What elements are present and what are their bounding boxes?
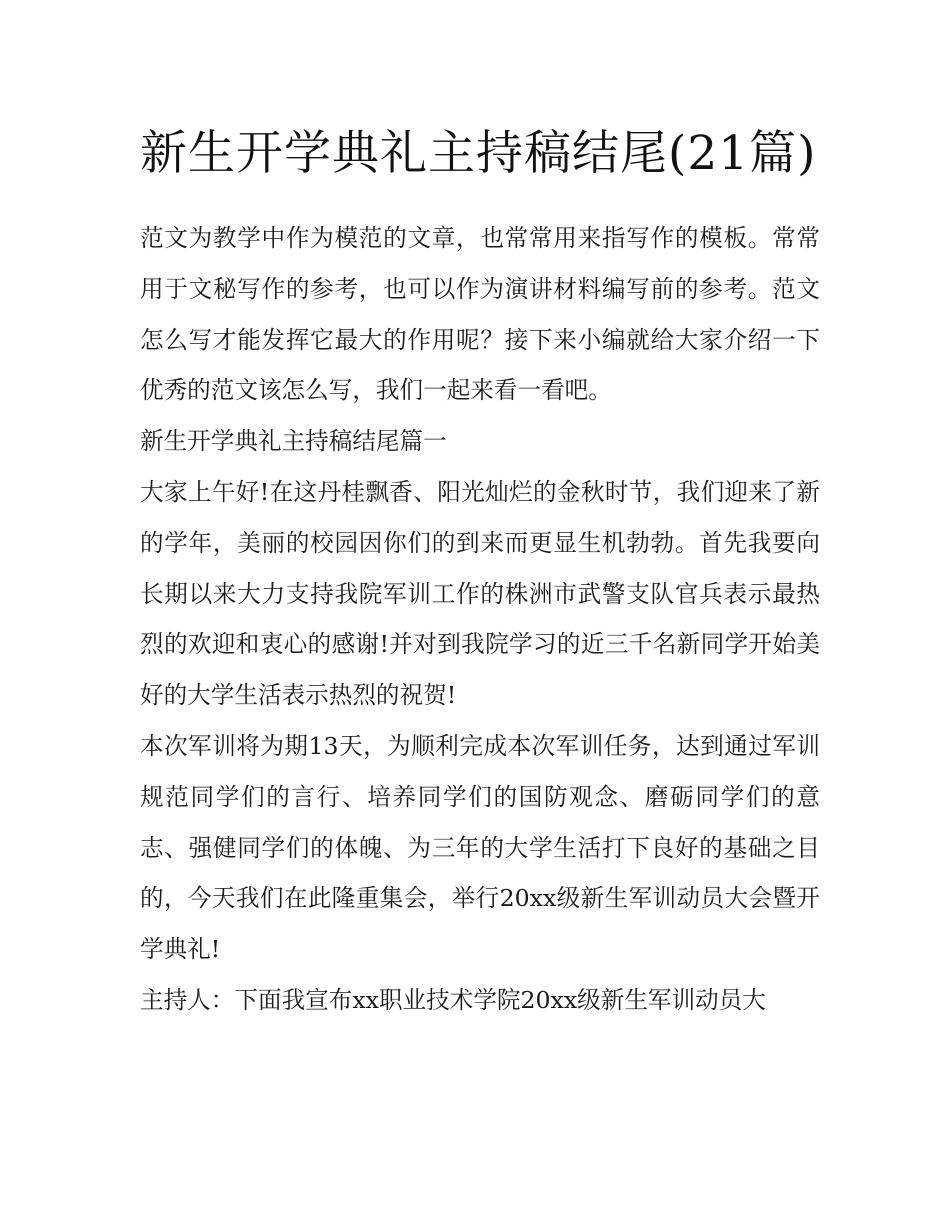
military-training-paragraph: 本次军训将为期13天，为顺利完成本次军训任务，达到通过军训规范同学们的言行、培养同学们的国防观念、磨砺同学们的意志、强健同学们的体魄、为三年的大学生活打下良好的基础之目的，今天我们在此隆重集会，举行20xx级新生军训动员大会暨开学典礼! [140,731,820,964]
document-page [140,112,820,1026]
greeting-paragraph: 大家上午好!在这丹桂飘香、阳光灿烂的金秋时节，我们迎来了新的学年，美丽的校园因你们的到来而更显生机勃勃。首先我要向长期以来大力支持我院军训工作的株洲市武警支队官兵表示最热烈的欢迎和衷心的感谢!并对到我院学习的近三千名新同学开始美好的大学生活表示热烈的祝贺! [140,477,820,710]
host-paragraph: 主持人：下面我宣布xx职业技术学院20xx级新生军训动员大 [140,985,766,1014]
document-title: 新生开学典礼主持稿结尾(21篇) [140,126,817,181]
document-body [140,213,820,1026]
intro-paragraph: 范文为教学中作为模范的文章，也常常用来指写作的模板。常常用于文秘写作的参考，也可以作为演讲材料编写前的参考。范文怎么写才能发挥它最大的作用呢？接下来小编就给大家介绍一下优秀的范文该怎么写，我们一起来看一看吧。 [140,224,820,405]
section-heading: 新生开学典礼主持稿结尾篇一 [140,427,447,456]
